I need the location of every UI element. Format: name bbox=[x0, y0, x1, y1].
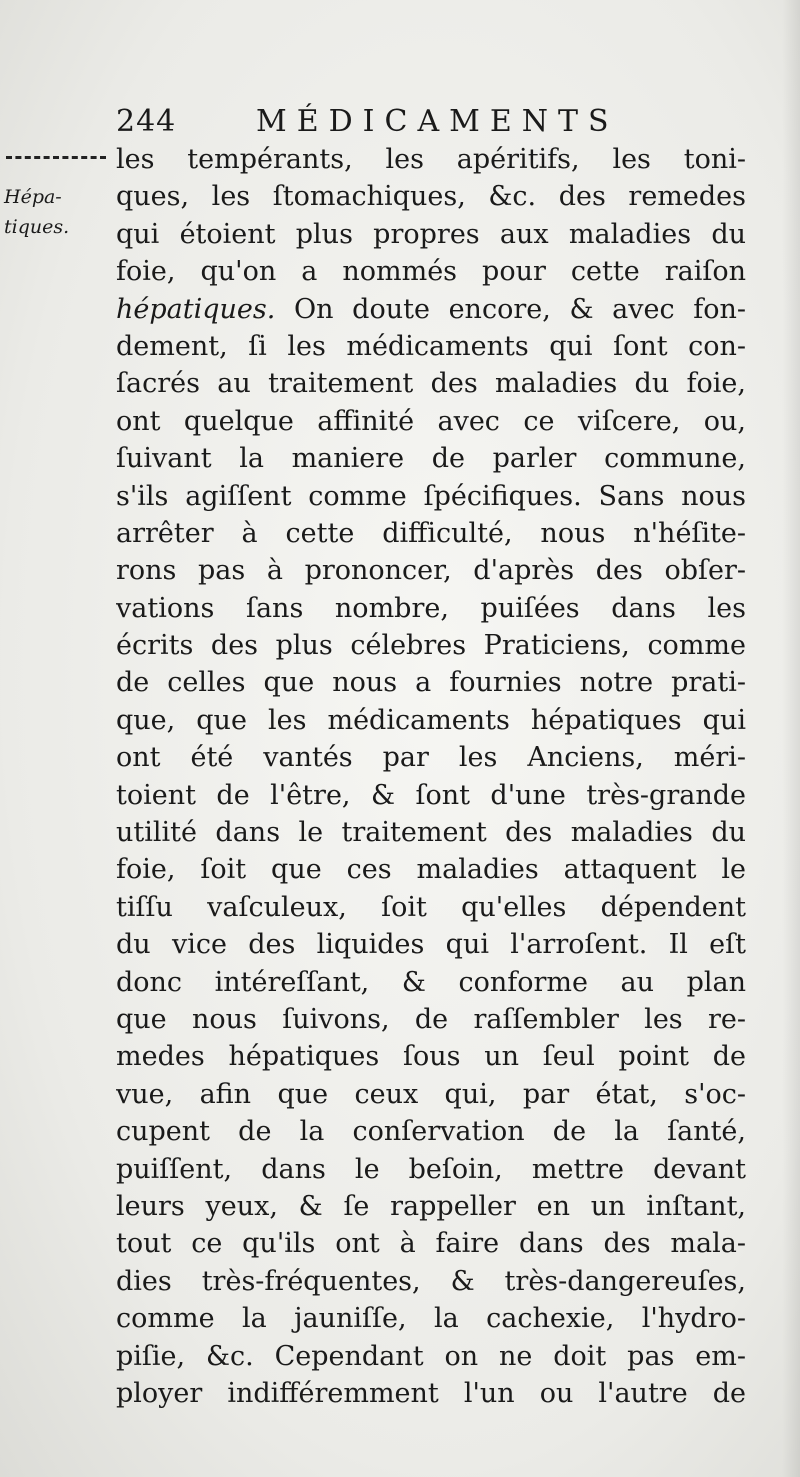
text-line: utilité dans le traitement des maladies du bbox=[116, 817, 746, 849]
text-line: ques, les ſtomachiques, &c. des remedes bbox=[116, 181, 746, 213]
text-line: ſacrés au traitement des maladies du foie, bbox=[116, 368, 746, 400]
page-edge-shadow bbox=[782, 0, 800, 1477]
text-line: foie, ſoit que ces maladies attaquent le bbox=[116, 854, 746, 886]
margin-note bbox=[4, 182, 104, 242]
text-line: rons pas à prononcer, d'après des obſer- bbox=[116, 555, 746, 587]
text-line: dement, ſi les médicaments qui ſont con- bbox=[116, 330, 746, 362]
text-line: arrêter à cette difficulté, nous n'héſite- bbox=[116, 517, 746, 549]
text-line: ſuivant la maniere de parler commune, bbox=[116, 443, 746, 475]
text-line: vations ſans nombre, puiſées dans les bbox=[116, 592, 746, 624]
text-line: du vice des liquides qui l'arroſent. Il eſt bbox=[116, 929, 746, 961]
text-line: ont été vantés par les Anciens, méri- bbox=[116, 742, 746, 774]
text-line: tout ce qu'ils ont à faire dans des mala- bbox=[116, 1228, 746, 1260]
text-line: ployer indifféremment l'un ou l'autre de bbox=[116, 1377, 746, 1409]
text-line: qui étoient plus propres aux maladies du bbox=[116, 218, 746, 250]
italic-term: hépatiques. bbox=[116, 293, 276, 325]
text-line: medes hépatiques ſous un ſeul point de bbox=[116, 1041, 746, 1073]
text-line: que nous ſuivons, de raſſembler les re- bbox=[116, 1003, 746, 1035]
text-line: piſie, &c. Cependant on ne doit pas em- bbox=[116, 1340, 746, 1372]
text-line: de celles que nous a fournies notre prati- bbox=[116, 667, 746, 699]
text-line: leurs yeux, & ſe rappeller en un inſtant, bbox=[116, 1190, 746, 1222]
text-line: hépatiques. On doute encore, & avec fon- bbox=[116, 293, 746, 325]
body-text bbox=[116, 141, 746, 1412]
text-line: tiſſu vaſculeux, ſoit qu'elles dépendent bbox=[116, 891, 746, 923]
running-title: MÉDICAMENTS bbox=[256, 104, 619, 139]
margin-note-line: Hépa- bbox=[4, 186, 62, 208]
text-line: que, que les médicaments hépatiques qui bbox=[116, 704, 746, 736]
text-line: donc intéreſſant, & conforme au plan bbox=[116, 966, 746, 998]
text-line: toient de l'être, & ſont d'une très-grande bbox=[116, 779, 746, 811]
text-line: s'ils agiſſent comme ſpécifiques. Sans nous bbox=[116, 480, 746, 512]
text-line: vue, afin que ceux qui, par état, s'oc- bbox=[116, 1078, 746, 1110]
margin-rule bbox=[6, 156, 106, 163]
text-line: ont quelque affinité avec ce viſcere, ou, bbox=[116, 405, 746, 437]
text-line: écrits des plus célebres Praticiens, comme bbox=[116, 630, 746, 662]
text-line: cupent de la conſervation de la ſanté, bbox=[116, 1116, 746, 1148]
text-line: puiſſent, dans le beſoin, mettre devant bbox=[116, 1153, 746, 1185]
text-line: les tempérants, les apéritifs, les toni- bbox=[116, 144, 746, 175]
text-line: foie, qu'on a nommés pour cette raiſon bbox=[116, 256, 746, 288]
page-number: 244 bbox=[116, 104, 177, 139]
text-line: dies très-fréquentes, & très-dangereuſes, bbox=[116, 1265, 746, 1297]
margin-note-line: tiques. bbox=[4, 216, 70, 238]
text-line: comme la jauniſſe, la cachexie, l'hydro- bbox=[116, 1303, 746, 1335]
